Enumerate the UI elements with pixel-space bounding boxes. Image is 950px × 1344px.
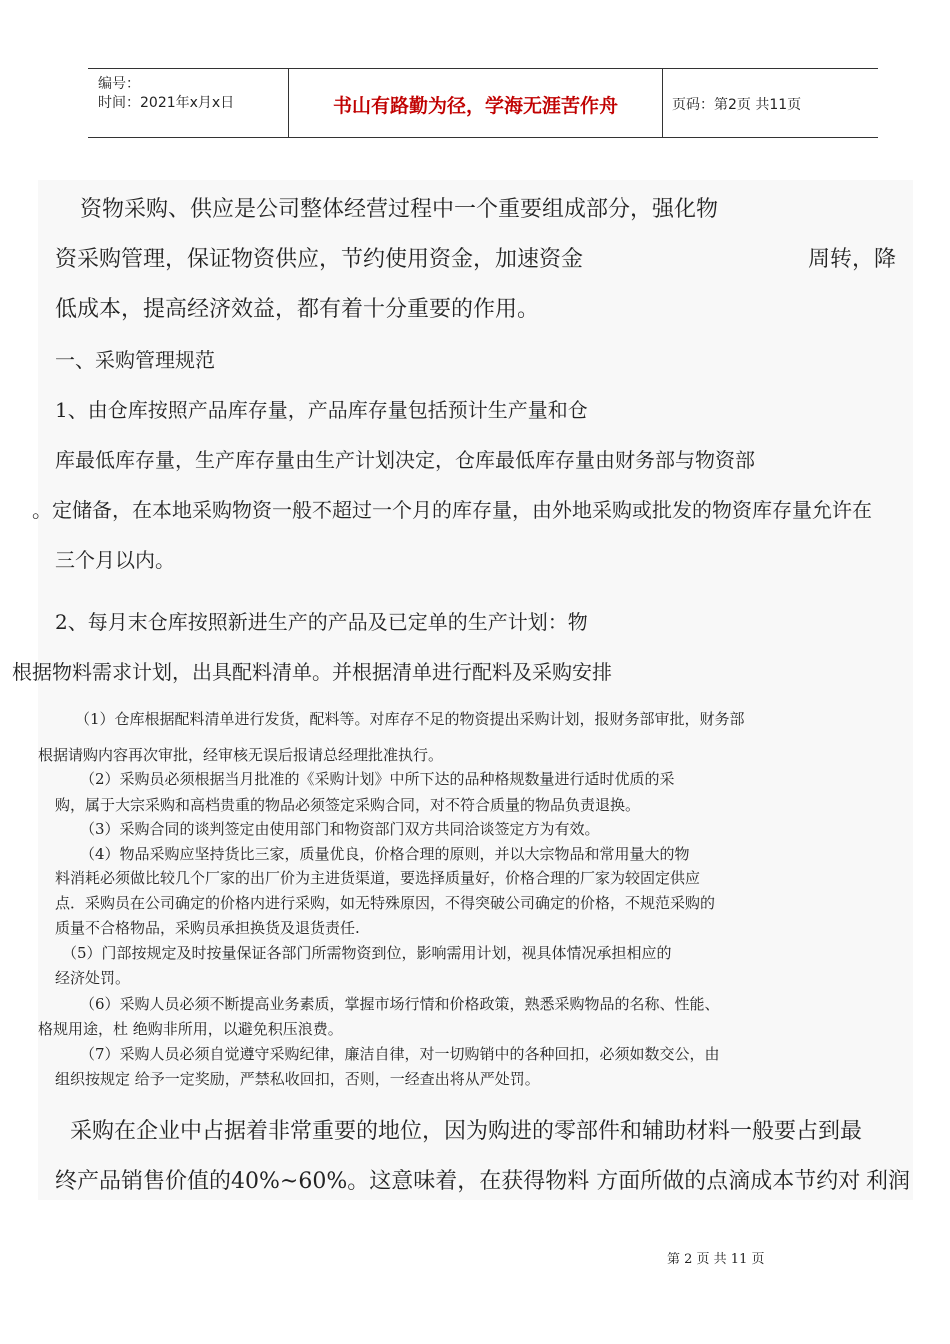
- sub-item-line: 质量不合格物品，采购员承担换货及退货责任.: [55, 919, 360, 937]
- paragraph-line: 1、由仓库按照产品库存量，产品库存量包括预计生产量和仓: [55, 398, 588, 422]
- paragraph-line: 根据物料需求计划，出具配料清单。并根据清单进行配料及采购安排: [12, 660, 612, 684]
- page-code: 页码：第2页 共11页: [672, 97, 802, 113]
- header-motto-cell: [288, 69, 663, 137]
- paragraph-line: 三个月以内。: [55, 548, 175, 572]
- sub-item-line: 根据请购内容再次审批，经审核无误后报请总经理批准执行。: [38, 746, 444, 764]
- paragraph-line: 资物采购、供应是公司整体经营过程中一个重要组成部分，强化物: [80, 197, 719, 222]
- paragraph-line: 利润: [866, 1169, 911, 1194]
- time-label: 时间：2021年x月x日: [98, 95, 235, 111]
- sub-item-line: （1）仓库根据配料清单进行发货，配料等。对库存不足的物资提出采购计划，报财务部审批，财务部: [75, 710, 745, 728]
- sub-item-line: （2）采购员必须根据当月批准的《采购计划》中所下达的品种格规数量进行适时优质的采: [80, 770, 675, 788]
- sub-item-line: （3）采购合同的谈判签定由使用部门和物资部门双方共同洽谈签定方为有效。: [80, 820, 600, 838]
- header-meta-cell: [88, 69, 288, 137]
- paragraph-line: 。定储备，在本地采购物资一般不超过一个月的库存量，由外地采购或批发的物资库存量允许在: [32, 498, 872, 522]
- sub-item-line: 购，属于大宗采购和高档贵重的物品必须签定采购合同，对不符合质量的物品负责退换。: [55, 796, 641, 814]
- sub-item-line: 经济处罚。: [55, 969, 131, 987]
- sub-item-line: （6）采购人员必须不断提高业务素质，掌握市场行情和价格政策，熟悉采购物品的名称、性能、: [80, 995, 720, 1013]
- paragraph-line: 2、每月末仓库按照新进生产的产品及已定单的生产计划：物: [55, 610, 588, 634]
- sub-item-line: （5）门部按规定及时按量保证各部门所需物资到位，影响需用计划，视具体情况承担相应的: [62, 944, 672, 962]
- sub-item-line: 组织按规定 给予一定奖励，严禁私收回扣，否则，一经查出将从严处罚。: [55, 1070, 540, 1088]
- sub-item-line: （7）采购人员必须自觉遵守采购纪律，廉洁自律，对一切购销中的各种回扣，必须如数交公，由: [80, 1045, 720, 1063]
- paragraph-line: 采购在企业中占据着非常重要的地位，因为购进的零部件和辅助材料一般要占到最: [70, 1119, 863, 1144]
- paragraph-line: 库最低库存量，生产库存量由生产计划决定，仓库最低库存量由财务部与物资部: [55, 448, 755, 472]
- sub-item-line: 格规用途，杜 绝购非所用，以避免积压浪费。: [38, 1020, 343, 1038]
- code-label: 编号：: [98, 76, 140, 92]
- motto: 书山有路勤为径，学海无涯苦作舟: [332, 95, 618, 117]
- sub-item-line: 料消耗必须做比较几个厂家的出厂价为主进货渠道，要选择质量好，价格合理的厂家为较固定供应: [55, 869, 701, 887]
- document-header: [88, 68, 878, 138]
- paragraph-line: 资采购管理，保证物资供应，节约使用资金，加速资金: [55, 247, 584, 272]
- paragraph-line: 终产品销售价值的40%~60%。这意味着，在获得物料 方面所做的点滴成本节约对: [55, 1169, 861, 1194]
- header-page-cell: [662, 69, 878, 137]
- sub-item-line: 点．采购员在公司确定的价格内进行采购，如无特殊原因，不得突破公司确定的价格，不规范采购的: [55, 894, 716, 912]
- paragraph-line: 低成本，提高经济效益，都有着十分重要的作用。: [55, 297, 540, 322]
- page-footer: 第 2 页 共 11 页: [667, 1252, 765, 1267]
- sub-item-line: （4）物品采购应坚持货比三家，质量优良，价格合理的原则，并以大宗物品和常用量大的物: [80, 845, 690, 863]
- section-title: 一、采购管理规范: [55, 348, 215, 372]
- paragraph-line: 周转，降: [808, 247, 897, 272]
